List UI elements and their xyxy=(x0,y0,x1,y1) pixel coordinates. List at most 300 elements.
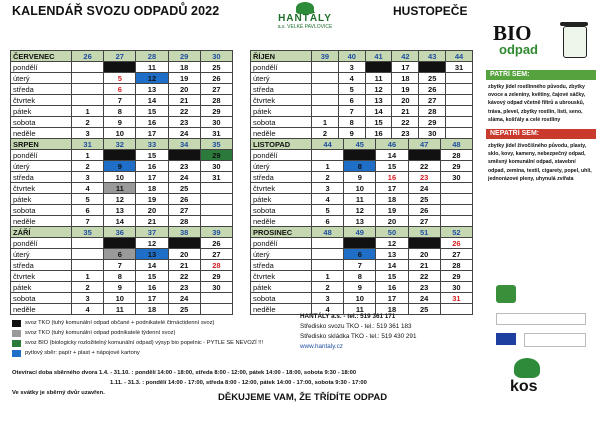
date-cell: 15 xyxy=(136,271,168,282)
no-title: NEPATŘÍ SEM: xyxy=(486,129,596,139)
date-cell: 20 xyxy=(376,216,408,227)
bin-icon xyxy=(563,26,587,58)
day-name: pondělí xyxy=(251,150,312,161)
date-cell: 3 xyxy=(72,293,104,304)
month-table xyxy=(250,226,473,315)
day-name: pátek xyxy=(251,282,312,293)
date-cell: 9 xyxy=(104,161,136,172)
date-cell: 21 xyxy=(408,260,440,271)
date-cell: 29 xyxy=(200,150,232,161)
opening-line3: Ve svátky je sběrný dvůr uzavřen. xyxy=(12,390,105,396)
date-cell: 14 xyxy=(104,216,136,227)
date-cell: 9 xyxy=(104,117,136,128)
day-name: úterý xyxy=(11,73,72,84)
date-cell: 17 xyxy=(136,293,168,304)
date-cell: 29 xyxy=(440,271,472,282)
date-cell: 19 xyxy=(136,194,168,205)
date-cell: 28 xyxy=(419,106,446,117)
date-cell: 19 xyxy=(376,205,408,216)
week-number: 36 xyxy=(104,227,136,238)
day-row xyxy=(11,172,233,183)
date-cell: 2 xyxy=(72,282,104,293)
date-cell: 21 xyxy=(392,106,419,117)
date-cell: 24 xyxy=(168,293,200,304)
date-cell: 22 xyxy=(168,271,200,282)
date-cell: 5 xyxy=(104,238,136,249)
date-cell xyxy=(446,106,473,117)
day-row xyxy=(11,73,233,84)
date-cell xyxy=(440,183,472,194)
day-row xyxy=(251,84,473,95)
date-cell xyxy=(72,84,104,95)
date-cell: 2 xyxy=(312,172,344,183)
week-number: 45 xyxy=(344,139,376,150)
date-cell xyxy=(440,205,472,216)
week-number: 33 xyxy=(136,139,168,150)
date-cell xyxy=(200,304,232,315)
date-cell: 19 xyxy=(168,73,200,84)
date-cell: 25 xyxy=(419,73,446,84)
date-cell xyxy=(72,73,104,84)
day-name: sobota xyxy=(11,205,72,216)
day-row xyxy=(11,304,233,315)
thanks-footer: DĚKUJEME VAM, ŽE TŘÍDÍTE ODPAD xyxy=(218,392,388,403)
date-cell: 31 xyxy=(440,293,472,304)
day-name: pondělí xyxy=(11,62,72,73)
date-cell: 18 xyxy=(136,183,168,194)
date-cell: 4 xyxy=(312,304,344,315)
calendar-title: KALENDÁŘ SVOZU ODPADŮ 2022 xyxy=(12,4,220,18)
date-cell xyxy=(312,238,344,249)
date-cell: 12 xyxy=(365,84,392,95)
week-number: 48 xyxy=(440,139,472,150)
date-cell: 26 xyxy=(168,194,200,205)
legend-text: svoz TKO (tuhý komunální odpad občané + podnikatelé čtrnáctidenní svoz) xyxy=(25,320,215,326)
date-cell: 10 xyxy=(365,62,392,73)
date-cell: 26 xyxy=(440,238,472,249)
day-row xyxy=(251,249,473,260)
month-table xyxy=(10,50,233,139)
day-row xyxy=(11,95,233,106)
month-table xyxy=(250,50,473,139)
date-cell: 18 xyxy=(376,194,408,205)
date-cell: 19 xyxy=(392,84,419,95)
yes-text: zbytky jídel rostlinného původu, zbytky ovoce a zeleniny, květiny, čajové sáčky, kávový odpad včetně filtrů a ubrousků, tráva, plevel, zbytky rostlin, listí, seno, sláma, košťály a celé rostliny xyxy=(488,84,586,123)
date-cell: 27 xyxy=(200,84,232,95)
date-cell xyxy=(72,238,104,249)
day-row xyxy=(251,183,473,194)
legend-swatch xyxy=(12,330,21,337)
day-row xyxy=(251,205,473,216)
date-cell: 4 xyxy=(104,62,136,73)
date-cell: 11 xyxy=(104,304,136,315)
date-cell: 12 xyxy=(376,238,408,249)
day-name: čtvrtek xyxy=(251,183,312,194)
date-cell xyxy=(200,183,232,194)
month-name: SRPEN xyxy=(11,139,72,150)
date-cell: 7 xyxy=(72,216,104,227)
day-row xyxy=(11,282,233,293)
month-name: ŘÍJEN xyxy=(251,51,312,62)
day-row xyxy=(251,194,473,205)
week-number: 51 xyxy=(408,227,440,238)
day-name: čtvrtek xyxy=(11,271,72,282)
date-cell: 4 xyxy=(72,304,104,315)
date-cell xyxy=(312,73,339,84)
sorting-info xyxy=(486,70,596,186)
week-number: 47 xyxy=(408,139,440,150)
date-cell: 5 xyxy=(338,84,365,95)
date-cell: 31 xyxy=(200,128,232,139)
day-name: čtvrtek xyxy=(251,271,312,282)
day-row xyxy=(11,271,233,282)
date-cell: 10 xyxy=(344,183,376,194)
date-cell: 20 xyxy=(408,249,440,260)
date-cell: 3 xyxy=(312,183,344,194)
date-cell: 3 xyxy=(338,62,365,73)
date-cell: 22 xyxy=(408,161,440,172)
date-cell: 5 xyxy=(104,73,136,84)
day-name: čtvrtek xyxy=(251,95,312,106)
date-cell: 31 xyxy=(446,62,473,73)
day-name: sobota xyxy=(251,117,312,128)
day-name: neděle xyxy=(251,128,312,139)
date-cell: 17 xyxy=(376,183,408,194)
date-cell: 30 xyxy=(419,128,446,139)
month-name: ČERVENEC xyxy=(11,51,72,62)
date-cell: 15 xyxy=(136,106,168,117)
date-cell xyxy=(200,194,232,205)
hantaly-logo xyxy=(262,2,348,32)
date-cell: 11 xyxy=(344,194,376,205)
month-table xyxy=(10,138,233,227)
legend-swatch xyxy=(12,340,21,347)
date-cell: 28 xyxy=(440,150,472,161)
kos-tree-icon xyxy=(514,358,540,378)
date-cell xyxy=(312,260,344,271)
week-number: 44 xyxy=(312,139,344,150)
day-name: čtvrtek xyxy=(11,95,72,106)
date-cell: 17 xyxy=(136,128,168,139)
date-cell: 9 xyxy=(344,282,376,293)
week-number: 38 xyxy=(168,227,200,238)
day-row xyxy=(11,205,233,216)
date-cell: 14 xyxy=(365,106,392,117)
date-cell: 1 xyxy=(312,271,344,282)
date-cell xyxy=(312,150,344,161)
day-name: pondělí xyxy=(251,238,312,249)
day-name: neděle xyxy=(251,216,312,227)
date-cell: 11 xyxy=(365,73,392,84)
legend-item xyxy=(12,338,282,348)
date-cell: 9 xyxy=(338,128,365,139)
date-cell: 15 xyxy=(376,161,408,172)
week-number: 27 xyxy=(104,51,136,62)
date-cell: 6 xyxy=(338,95,365,106)
date-cell: 10 xyxy=(104,128,136,139)
date-cell: 21 xyxy=(168,260,200,271)
week-number: 50 xyxy=(376,227,408,238)
day-name: pondělí xyxy=(11,150,72,161)
week-number: 41 xyxy=(365,51,392,62)
day-name: sobota xyxy=(251,293,312,304)
date-cell: 10 xyxy=(104,293,136,304)
date-cell: 14 xyxy=(376,150,408,161)
date-cell: 7 xyxy=(344,260,376,271)
day-name: úterý xyxy=(251,73,312,84)
day-row xyxy=(251,150,473,161)
date-cell: 11 xyxy=(344,304,376,315)
day-name: čtvrtek xyxy=(11,183,72,194)
month-table xyxy=(250,138,473,227)
date-cell: 21 xyxy=(168,95,200,106)
day-name: pátek xyxy=(11,194,72,205)
legend-text: pytlový sběr: papír + plast + nápojové kartony xyxy=(25,350,140,356)
week-number: 39 xyxy=(200,227,232,238)
date-cell: 24 xyxy=(419,62,446,73)
date-cell: 23 xyxy=(408,172,440,183)
day-row xyxy=(11,260,233,271)
date-cell: 13 xyxy=(376,249,408,260)
date-cell xyxy=(200,216,232,227)
date-cell: 28 xyxy=(440,260,472,271)
week-number: 28 xyxy=(136,51,168,62)
date-cell: 18 xyxy=(168,62,200,73)
date-cell: 2 xyxy=(72,117,104,128)
day-name: středa xyxy=(11,260,72,271)
day-row xyxy=(251,161,473,172)
date-cell: 2 xyxy=(72,161,104,172)
date-cell xyxy=(312,106,339,117)
date-cell: 26 xyxy=(419,84,446,95)
date-cell: 25 xyxy=(200,62,232,73)
date-cell: 16 xyxy=(376,172,408,183)
week-number: 29 xyxy=(168,51,200,62)
bio-logo xyxy=(491,22,595,66)
date-cell: 8 xyxy=(104,271,136,282)
legend-text: svoz BIO (biologicky rozložitelný komunální odpad) výsyp bio popelnic - PYTLE SE NEVOZÍ !!! xyxy=(25,340,264,346)
week-number: 40 xyxy=(338,51,365,62)
week-number: 44 xyxy=(446,51,473,62)
date-cell: 22 xyxy=(168,106,200,117)
day-row xyxy=(251,117,473,128)
date-cell: 5 xyxy=(312,205,344,216)
date-cell: 23 xyxy=(392,128,419,139)
date-cell xyxy=(446,117,473,128)
date-cell: 13 xyxy=(344,216,376,227)
date-cell: 26 xyxy=(200,73,232,84)
date-cell xyxy=(446,84,473,95)
date-cell: 24 xyxy=(168,128,200,139)
day-row xyxy=(251,106,473,117)
week-number: 48 xyxy=(312,227,344,238)
day-row xyxy=(251,271,473,282)
date-cell: 22 xyxy=(392,117,419,128)
date-cell: 16 xyxy=(376,282,408,293)
date-cell: 20 xyxy=(168,84,200,95)
day-row xyxy=(11,194,233,205)
date-cell: 28 xyxy=(200,95,232,106)
recycle-icon xyxy=(496,285,516,303)
date-cell: 25 xyxy=(168,304,200,315)
date-cell: 23 xyxy=(168,161,200,172)
date-cell: 19 xyxy=(168,238,200,249)
day-name: sobota xyxy=(251,205,312,216)
day-name: středa xyxy=(251,260,312,271)
date-cell: 12 xyxy=(136,238,168,249)
date-cell: 22 xyxy=(408,271,440,282)
website-link[interactable]: www.hantaly.cz xyxy=(300,343,343,350)
opening-line2: 1.11. - 31.3. : pondělí 14:00 - 17:00, středa 8:00 - 12:00, pátek 14:00 - 17:00, sobota 9:30 - 17:00 xyxy=(110,380,367,386)
day-row xyxy=(251,238,473,249)
day-row xyxy=(11,62,233,73)
date-cell: 1 xyxy=(72,271,104,282)
bio-logo-line2: odpad xyxy=(499,42,538,57)
date-cell: 24 xyxy=(408,293,440,304)
date-cell: 2 xyxy=(312,128,339,139)
date-cell: 21 xyxy=(408,150,440,161)
date-cell xyxy=(312,84,339,95)
day-row xyxy=(11,293,233,304)
month-table xyxy=(10,226,233,315)
date-cell: 30 xyxy=(200,161,232,172)
bio-logo-line1: BIO xyxy=(493,21,532,45)
date-cell: 18 xyxy=(392,73,419,84)
date-cell: 4 xyxy=(72,183,104,194)
date-cell: 8 xyxy=(338,117,365,128)
date-cell: 14 xyxy=(376,260,408,271)
contact-company: HANTÁLY a.s. - tel.: 519 361 171 xyxy=(300,313,396,320)
date-cell xyxy=(72,95,104,106)
legend-item xyxy=(12,348,282,358)
day-name: neděle xyxy=(11,128,72,139)
date-cell: 30 xyxy=(440,282,472,293)
date-cell xyxy=(200,205,232,216)
date-cell: 27 xyxy=(419,95,446,106)
legend-item xyxy=(12,318,282,328)
day-row xyxy=(11,161,233,172)
date-cell: 6 xyxy=(104,84,136,95)
day-row xyxy=(11,183,233,194)
date-cell: 4 xyxy=(338,73,365,84)
day-name: pondělí xyxy=(251,62,312,73)
opening-line1: Otevírací doba sběrného dvora 1.4. - 31.10. : pondělí 14:00 - 18:00, středa 8:00 - 12:00, pátek 14:00 - 18:00, sobota 9:30 - 18:00 xyxy=(12,370,357,376)
day-name: neděle xyxy=(251,304,312,315)
date-cell: 5 xyxy=(72,194,104,205)
day-row xyxy=(11,238,233,249)
day-name: středa xyxy=(11,172,72,183)
date-cell: 9 xyxy=(344,172,376,183)
date-cell: 15 xyxy=(376,271,408,282)
legend-swatch xyxy=(12,320,21,327)
month-name: ZÁŘÍ xyxy=(11,227,72,238)
date-cell: 28 xyxy=(200,260,232,271)
contact-tko: Středisko svozu TKO - tel.: 519 361 183 xyxy=(300,323,412,330)
date-cell: 14 xyxy=(136,95,168,106)
date-cell xyxy=(446,73,473,84)
day-row xyxy=(11,216,233,227)
week-number: 46 xyxy=(376,139,408,150)
week-number: 35 xyxy=(72,227,104,238)
eu-flag-icon xyxy=(496,333,516,345)
date-cell xyxy=(440,194,472,205)
date-cell: 6 xyxy=(344,249,376,260)
date-cell: 16 xyxy=(365,128,392,139)
day-row xyxy=(11,150,233,161)
date-cell xyxy=(312,95,339,106)
date-cell: 26 xyxy=(408,205,440,216)
date-cell: 28 xyxy=(168,216,200,227)
date-cell: 26 xyxy=(200,238,232,249)
date-cell xyxy=(200,293,232,304)
date-cell: 6 xyxy=(104,249,136,260)
date-cell: 16 xyxy=(136,117,168,128)
week-number: 43 xyxy=(419,51,446,62)
date-cell: 6 xyxy=(72,205,104,216)
week-number: 39 xyxy=(312,51,339,62)
day-row xyxy=(11,117,233,128)
day-row xyxy=(11,106,233,117)
date-cell: 3 xyxy=(312,293,344,304)
day-name: pátek xyxy=(11,282,72,293)
legend xyxy=(12,318,282,358)
week-number: 26 xyxy=(72,51,104,62)
date-cell: 19 xyxy=(408,238,440,249)
date-cell: 29 xyxy=(419,117,446,128)
date-cell: 3 xyxy=(72,128,104,139)
date-cell: 18 xyxy=(376,304,408,315)
date-cell: 1 xyxy=(312,117,339,128)
week-number: 42 xyxy=(392,51,419,62)
day-row xyxy=(251,73,473,84)
date-cell: 20 xyxy=(168,249,200,260)
day-row xyxy=(251,128,473,139)
yes-title: PATŘÍ SEM: xyxy=(486,70,596,80)
date-cell xyxy=(440,216,472,227)
day-row xyxy=(251,282,473,293)
date-cell: 24 xyxy=(408,183,440,194)
date-cell xyxy=(72,260,104,271)
date-cell: 7 xyxy=(344,150,376,161)
date-cell: 17 xyxy=(392,62,419,73)
legend-text: svoz TKO (tuhý komunální odpad podnikatelé týdenní svoz) xyxy=(25,330,176,336)
city-name: HUSTOPEČE xyxy=(393,4,468,18)
date-cell: 12 xyxy=(104,194,136,205)
date-cell: 13 xyxy=(136,84,168,95)
date-cell: 1 xyxy=(72,150,104,161)
date-cell: 10 xyxy=(344,293,376,304)
date-cell xyxy=(312,249,344,260)
date-cell: 13 xyxy=(104,205,136,216)
date-cell: 21 xyxy=(136,216,168,227)
date-cell: 9 xyxy=(104,282,136,293)
date-cell: 27 xyxy=(408,216,440,227)
kos-logo xyxy=(510,358,540,396)
date-cell: 1 xyxy=(312,161,344,172)
date-cell: 13 xyxy=(136,249,168,260)
date-cell: 23 xyxy=(168,117,200,128)
date-cell: 10 xyxy=(104,172,136,183)
date-cell: 15 xyxy=(136,150,168,161)
date-cell: 25 xyxy=(168,183,200,194)
eu-program-logo xyxy=(496,313,586,325)
ministry-logo xyxy=(524,333,586,347)
date-cell: 8 xyxy=(104,106,136,117)
date-cell: 20 xyxy=(136,205,168,216)
date-cell: 23 xyxy=(408,282,440,293)
date-cell: 31 xyxy=(200,172,232,183)
date-cell: 15 xyxy=(365,117,392,128)
